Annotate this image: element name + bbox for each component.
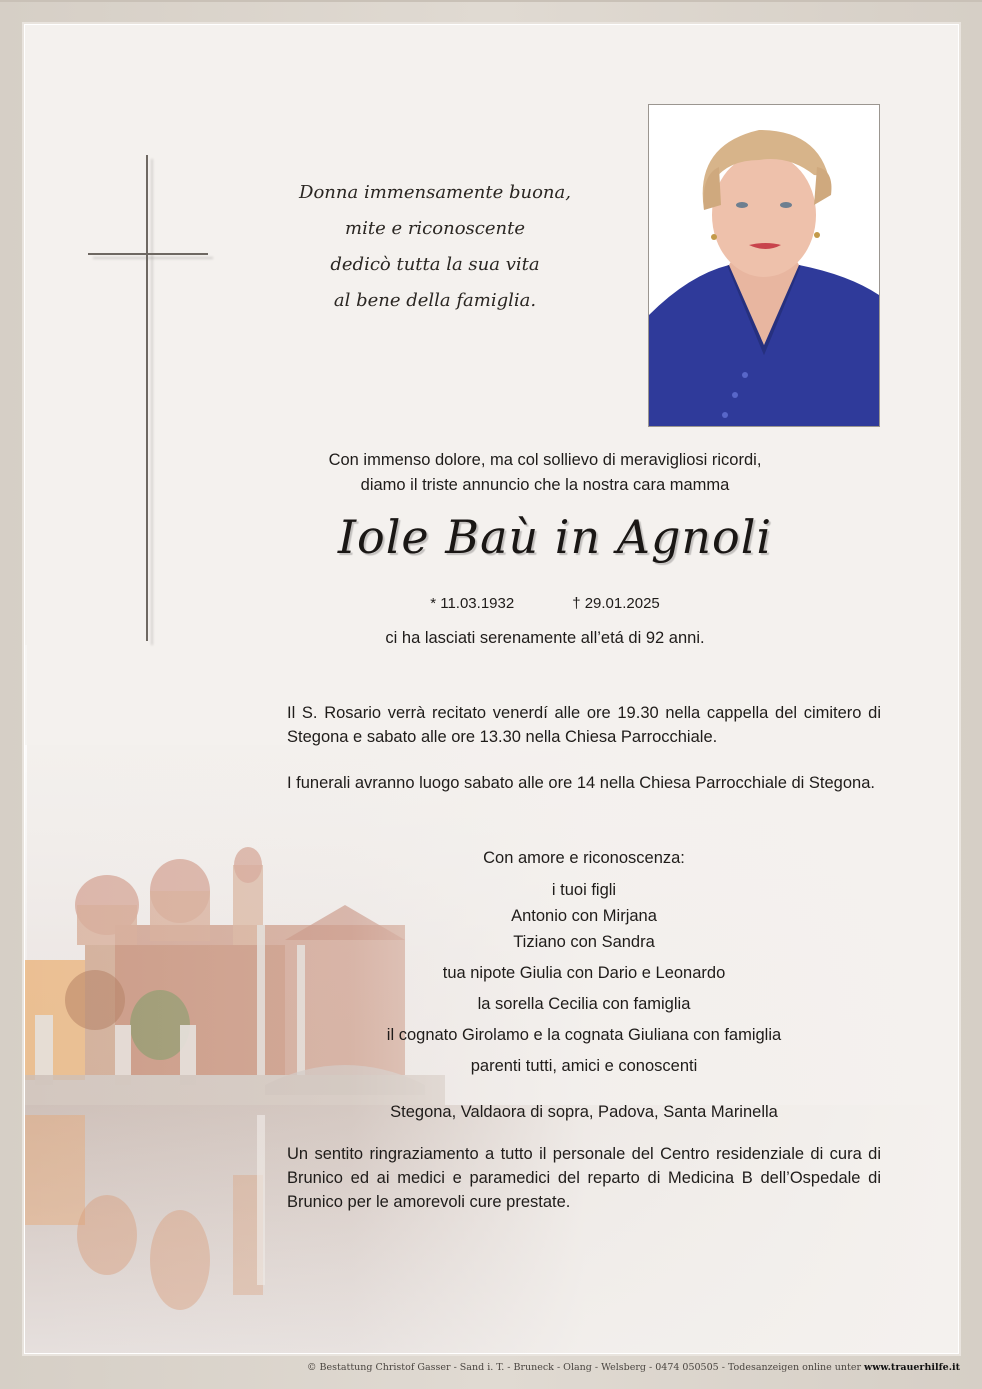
portrait-photo bbox=[648, 104, 880, 427]
family-heading: Con amore e riconoscenza: bbox=[483, 849, 685, 867]
verse-line: Donna immensamente buona, bbox=[299, 182, 571, 203]
family-member: Tiziano con Sandra bbox=[513, 933, 655, 951]
age-line: ci ha lasciati serenamente all’etá di 92 anni. bbox=[385, 629, 705, 647]
footer-credit bbox=[0, 1362, 960, 1373]
verse-line: mite e riconoscente bbox=[345, 218, 525, 239]
rosary-notice: Il S. Rosario verrà recitato venerdí alle ore 19.30 nella cappella del cimitero di Stegona e sabato alle ore 13.30 nella Chiesa Parrocchiale. bbox=[287, 704, 881, 746]
family-member: parenti tutti, amici e conoscenti bbox=[470, 1057, 698, 1075]
cross-icon-horizontal bbox=[88, 253, 208, 255]
cross-icon-vertical bbox=[146, 155, 148, 641]
family-member: Antonio con Mirjana bbox=[511, 907, 657, 925]
family-places: Stegona, Valdaora di sopra, Padova, Santa Marinella bbox=[390, 1103, 778, 1121]
verse-line: dedicò tutta la sua vita bbox=[330, 254, 540, 275]
birth-date: * 11.03.1932 bbox=[430, 595, 515, 612]
obituary-card bbox=[24, 24, 959, 1354]
family-member: tua nipote Giulia con Dario e Leonardo bbox=[442, 964, 726, 982]
family-member: il cognato Girolamo e la cognata Giuliana con famiglia bbox=[386, 1026, 782, 1044]
intro-line: diamo il triste annuncio che la nostra cara mamma bbox=[360, 476, 730, 494]
death-date: † 29.01.2025 bbox=[572, 595, 660, 612]
life-dates bbox=[265, 595, 825, 612]
children-heading: i tuoi figli bbox=[551, 881, 617, 899]
footer-text: © Bestattung Christof Gasser - Sand i. T. - Bruneck - Olang - Welsberg - 0474 050505 - Todesanzeigen online unter bbox=[307, 1362, 865, 1373]
funeral-notice: I funerali avranno luogo sabato alle ore 14 nella Chiesa Parrocchiale di Stegona. bbox=[287, 774, 875, 792]
family-signatures bbox=[287, 843, 881, 1128]
verse-line: al bene della famiglia. bbox=[333, 290, 537, 311]
thanks-notice: Un sentito ringraziamento a tutto il personale del Centro residenziale di cura di Brunico ed ai medici e paramedici del reparto di Medicina B dell’Ospedale di Brunico per le amorevoli cure prestate. bbox=[287, 1145, 881, 1211]
footer-link[interactable]: www.trauerhilfe.it bbox=[864, 1362, 960, 1373]
memorial-verse bbox=[255, 175, 615, 319]
announcement-intro bbox=[265, 448, 825, 498]
intro-line: Con immenso dolore, ma col sollievo di meravigliosi ricordi, bbox=[328, 451, 762, 469]
family-member: la sorella Cecilia con famiglia bbox=[477, 995, 691, 1013]
deceased-name: Iole Baù in Agnoli bbox=[337, 510, 773, 564]
